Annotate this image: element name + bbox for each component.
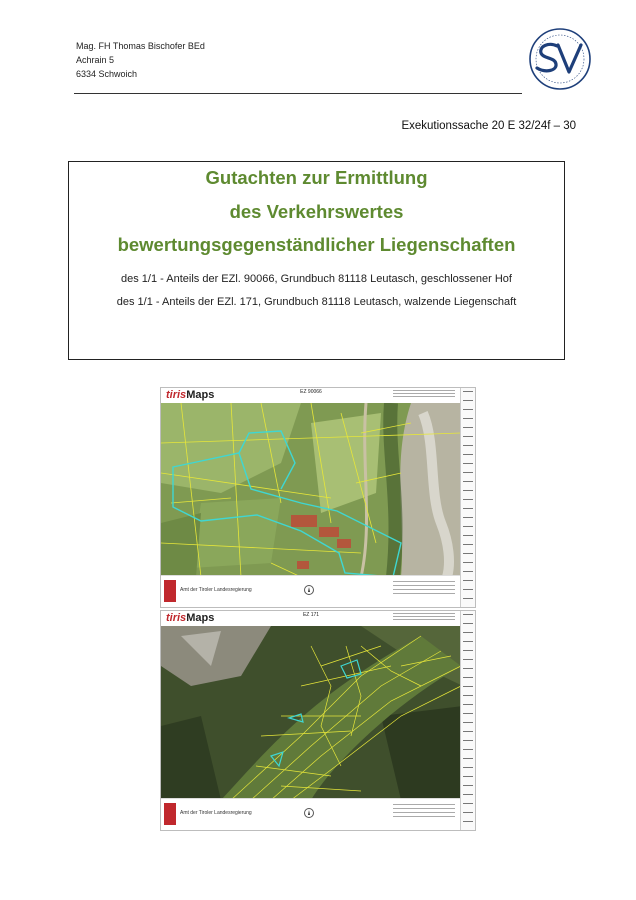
map-info-lines (393, 390, 455, 400)
sender-street: Achrain 5 (76, 55, 115, 65)
map-header (161, 388, 461, 404)
orthophoto-map-2 (161, 626, 463, 800)
map-footer-lines (393, 581, 455, 597)
orthophoto-map-1 (161, 403, 463, 577)
title-box (68, 161, 565, 360)
sender-city: 6334 Schwoich (76, 69, 138, 79)
map-panel-ez-90066 (160, 387, 476, 608)
map-info-lines (393, 613, 455, 623)
map-footer (161, 575, 461, 607)
map-title: EZ 90066 (300, 389, 322, 395)
map-scale-ruler (460, 388, 475, 607)
map-title: EZ 171 (302, 612, 320, 618)
subtitle-2: des 1/1 - Anteils der EZl. 171, Grundbuch 81118 Leutasch, walzende Liegenschaft (116, 296, 517, 308)
map-scale-ruler (460, 611, 475, 830)
north-arrow-icon (304, 585, 314, 595)
map-footer-text: Amt der Tiroler Landesregierung (180, 810, 252, 816)
sv-logo-icon (527, 26, 593, 92)
map-panel-ez-171 (160, 610, 476, 831)
title-line-1: Gutachten zur Ermittlung (205, 167, 428, 188)
title-line-3: bewertungsgegenständlicher Liegenschaften (117, 234, 516, 255)
sender-address (76, 39, 205, 81)
tirol-eagle-logo (164, 803, 176, 825)
tirol-eagle-logo (164, 580, 176, 602)
map-footer-lines (393, 804, 455, 820)
sender-name: Mag. FH Thomas Bischofer BEd (76, 41, 205, 51)
case-reference: Exekutionssache 20 E 32/24f – 30 (401, 120, 576, 132)
header-divider (74, 93, 522, 94)
title-line-2: des Verkehrswertes (229, 201, 404, 222)
map-footer (161, 798, 461, 830)
north-arrow-icon (304, 808, 314, 818)
tiris-maps-brand: tirisMaps (166, 389, 215, 401)
subtitle-1: des 1/1 - Anteils der EZl. 90066, Grundbuch 81118 Leutasch, geschlossener Hof (121, 273, 512, 285)
map-header (161, 611, 461, 627)
tiris-maps-brand: tirisMaps (166, 612, 215, 624)
map-footer-text: Amt der Tiroler Landesregierung (180, 587, 252, 593)
